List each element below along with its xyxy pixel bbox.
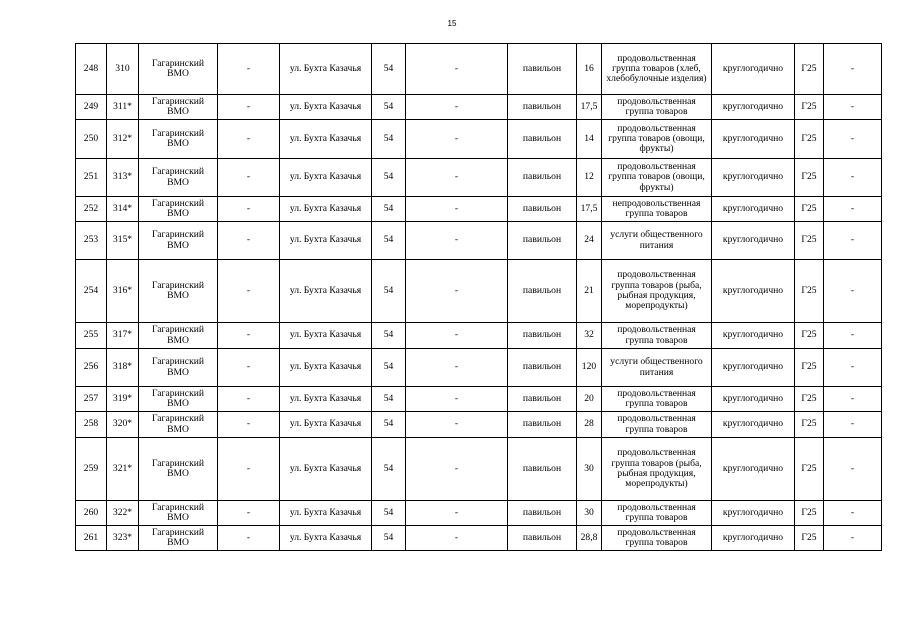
zone-code: Г25: [795, 159, 824, 197]
table-row: [76, 387, 882, 412]
row-number: 253: [76, 222, 107, 260]
empty-cell: -: [218, 120, 280, 159]
place-id: 311*: [107, 95, 139, 120]
place-id: 320*: [107, 412, 139, 438]
specialization: непродовольственная группа товаров: [602, 197, 712, 222]
empty-cell: -: [218, 222, 280, 260]
row-number: 254: [76, 260, 107, 323]
street-address: ул. Бухта Казачья: [280, 323, 372, 349]
table-row: [76, 438, 882, 501]
table-row: [76, 526, 882, 551]
district: Гагаринский ВМО: [139, 323, 218, 349]
empty-cell: -: [218, 438, 280, 501]
district: Гагаринский ВМО: [139, 222, 218, 260]
zone-code: Г25: [795, 412, 824, 438]
zone-code: Г25: [795, 438, 824, 501]
registry-table-body: [76, 44, 882, 551]
period: круглогодично: [712, 412, 795, 438]
specialization: продовольственная группа товаров: [602, 323, 712, 349]
place-id: 312*: [107, 120, 139, 159]
object-type: павильон: [508, 526, 577, 551]
place-id: 314*: [107, 197, 139, 222]
place-id: 323*: [107, 526, 139, 551]
area: 28,8: [577, 526, 602, 551]
object-type: павильон: [508, 44, 577, 95]
area: 28: [577, 412, 602, 438]
place-id: 321*: [107, 438, 139, 501]
object-type: павильон: [508, 349, 577, 387]
street-address: ул. Бухта Казачья: [280, 44, 372, 95]
specialization: продовольственная группа товаров: [602, 501, 712, 526]
row-number: 256: [76, 349, 107, 387]
specialization: продовольственная группа товаров (рыба, рыбная продукция, морепродукты): [602, 260, 712, 323]
street-address: ул. Бухта Казачья: [280, 159, 372, 197]
zone-code: Г25: [795, 95, 824, 120]
object-type: павильон: [508, 501, 577, 526]
district: Гагаринский ВМО: [139, 438, 218, 501]
street-address: ул. Бухта Казачья: [280, 260, 372, 323]
period: круглогодично: [712, 349, 795, 387]
empty-cell: -: [406, 526, 508, 551]
street-address: ул. Бухта Казачья: [280, 387, 372, 412]
specialization: продовольственная группа товаров: [602, 412, 712, 438]
specialization: услуги общественного питания: [602, 222, 712, 260]
house-number: 54: [372, 501, 406, 526]
house-number: 54: [372, 120, 406, 159]
empty-cell: -: [824, 526, 882, 551]
table-row: [76, 412, 882, 438]
empty-cell: -: [824, 438, 882, 501]
table-row: [76, 260, 882, 323]
place-id: 318*: [107, 349, 139, 387]
empty-cell: -: [218, 501, 280, 526]
area: 14: [577, 120, 602, 159]
table-row: [76, 222, 882, 260]
specialization: продовольственная группа товаров: [602, 387, 712, 412]
empty-cell: -: [406, 501, 508, 526]
empty-cell: -: [824, 349, 882, 387]
house-number: 54: [372, 526, 406, 551]
period: круглогодично: [712, 501, 795, 526]
house-number: 54: [372, 197, 406, 222]
period: круглогодично: [712, 120, 795, 159]
area: 120: [577, 349, 602, 387]
place-id: 310: [107, 44, 139, 95]
empty-cell: -: [218, 197, 280, 222]
object-type: павильон: [508, 120, 577, 159]
empty-cell: -: [406, 222, 508, 260]
row-number: 258: [76, 412, 107, 438]
area: 12: [577, 159, 602, 197]
empty-cell: -: [824, 222, 882, 260]
period: круглогодично: [712, 323, 795, 349]
place-id: 313*: [107, 159, 139, 197]
empty-cell: -: [406, 260, 508, 323]
empty-cell: -: [218, 159, 280, 197]
empty-cell: -: [406, 120, 508, 159]
empty-cell: -: [824, 120, 882, 159]
street-address: ул. Бухта Казачья: [280, 95, 372, 120]
period: круглогодично: [712, 222, 795, 260]
area: 32: [577, 323, 602, 349]
house-number: 54: [372, 44, 406, 95]
empty-cell: -: [406, 95, 508, 120]
object-type: павильон: [508, 197, 577, 222]
row-number: 257: [76, 387, 107, 412]
empty-cell: -: [824, 95, 882, 120]
row-number: 261: [76, 526, 107, 551]
house-number: 54: [372, 95, 406, 120]
street-address: ул. Бухта Казачья: [280, 526, 372, 551]
district: Гагаринский ВМО: [139, 159, 218, 197]
empty-cell: -: [218, 44, 280, 95]
district: Гагаринский ВМО: [139, 260, 218, 323]
area: 24: [577, 222, 602, 260]
empty-cell: -: [824, 159, 882, 197]
empty-cell: -: [218, 387, 280, 412]
empty-cell: -: [218, 412, 280, 438]
empty-cell: -: [406, 387, 508, 412]
table-row: [76, 197, 882, 222]
place-id: 319*: [107, 387, 139, 412]
empty-cell: -: [824, 260, 882, 323]
table-row: [76, 501, 882, 526]
specialization: продовольственная группа товаров (овощи, фрукты): [602, 120, 712, 159]
zone-code: Г25: [795, 526, 824, 551]
district: Гагаринский ВМО: [139, 349, 218, 387]
area: 30: [577, 438, 602, 501]
area: 17,5: [577, 197, 602, 222]
row-number: 251: [76, 159, 107, 197]
place-id: 316*: [107, 260, 139, 323]
specialization: продовольственная группа товаров (хлеб, хлебобулочные изделия): [602, 44, 712, 95]
table-row: [76, 44, 882, 95]
specialization: продовольственная группа товаров: [602, 526, 712, 551]
house-number: 54: [372, 438, 406, 501]
empty-cell: -: [406, 44, 508, 95]
street-address: ул. Бухта Казачья: [280, 501, 372, 526]
district: Гагаринский ВМО: [139, 387, 218, 412]
period: круглогодично: [712, 438, 795, 501]
empty-cell: -: [824, 412, 882, 438]
house-number: 54: [372, 260, 406, 323]
row-number: 252: [76, 197, 107, 222]
district: Гагаринский ВМО: [139, 501, 218, 526]
empty-cell: -: [824, 323, 882, 349]
district: Гагаринский ВМО: [139, 412, 218, 438]
empty-cell: -: [406, 159, 508, 197]
empty-cell: -: [218, 323, 280, 349]
house-number: 54: [372, 159, 406, 197]
house-number: 54: [372, 412, 406, 438]
area: 17,5: [577, 95, 602, 120]
table-row: [76, 349, 882, 387]
zone-code: Г25: [795, 323, 824, 349]
object-type: павильон: [508, 159, 577, 197]
specialization: продовольственная группа товаров: [602, 95, 712, 120]
street-address: ул. Бухта Казачья: [280, 412, 372, 438]
empty-cell: -: [218, 95, 280, 120]
area: 21: [577, 260, 602, 323]
area: 20: [577, 387, 602, 412]
period: круглогодично: [712, 526, 795, 551]
street-address: ул. Бухта Казачья: [280, 438, 372, 501]
empty-cell: -: [406, 323, 508, 349]
object-type: павильон: [508, 438, 577, 501]
house-number: 54: [372, 387, 406, 412]
place-id: 315*: [107, 222, 139, 260]
street-address: ул. Бухта Казачья: [280, 197, 372, 222]
empty-cell: -: [406, 412, 508, 438]
period: круглогодично: [712, 95, 795, 120]
registry-table: [75, 43, 882, 551]
row-number: 259: [76, 438, 107, 501]
table-row: [76, 323, 882, 349]
object-type: павильон: [508, 222, 577, 260]
table-row: [76, 120, 882, 159]
specialization: продовольственная группа товаров (овощи, фрукты): [602, 159, 712, 197]
zone-code: Г25: [795, 120, 824, 159]
object-type: павильон: [508, 260, 577, 323]
place-id: 317*: [107, 323, 139, 349]
empty-cell: -: [406, 349, 508, 387]
table-row: [76, 95, 882, 120]
zone-code: Г25: [795, 222, 824, 260]
specialization: продовольственная группа товаров (рыба, рыбная продукция, морепродукты): [602, 438, 712, 501]
zone-code: Г25: [795, 44, 824, 95]
street-address: ул. Бухта Казачья: [280, 120, 372, 159]
empty-cell: -: [824, 44, 882, 95]
empty-cell: -: [824, 197, 882, 222]
period: круглогодично: [712, 44, 795, 95]
period: круглогодично: [712, 260, 795, 323]
district: Гагаринский ВМО: [139, 44, 218, 95]
period: круглогодично: [712, 197, 795, 222]
row-number: 249: [76, 95, 107, 120]
district: Гагаринский ВМО: [139, 120, 218, 159]
object-type: павильон: [508, 323, 577, 349]
district: Гагаринский ВМО: [139, 197, 218, 222]
place-id: 322*: [107, 501, 139, 526]
row-number: 260: [76, 501, 107, 526]
empty-cell: -: [218, 349, 280, 387]
zone-code: Г25: [795, 501, 824, 526]
zone-code: Г25: [795, 387, 824, 412]
row-number: 250: [76, 120, 107, 159]
empty-cell: -: [218, 526, 280, 551]
page-number: 15: [447, 19, 457, 28]
zone-code: Г25: [795, 260, 824, 323]
area: 30: [577, 501, 602, 526]
house-number: 54: [372, 349, 406, 387]
empty-cell: -: [824, 387, 882, 412]
house-number: 54: [372, 222, 406, 260]
specialization: услуги общественного питания: [602, 349, 712, 387]
period: круглогодично: [712, 387, 795, 412]
empty-cell: -: [406, 438, 508, 501]
zone-code: Г25: [795, 349, 824, 387]
area: 16: [577, 44, 602, 95]
empty-cell: -: [824, 501, 882, 526]
zone-code: Г25: [795, 197, 824, 222]
empty-cell: -: [406, 197, 508, 222]
object-type: павильон: [508, 387, 577, 412]
house-number: 54: [372, 323, 406, 349]
period: круглогодично: [712, 159, 795, 197]
street-address: ул. Бухта Казачья: [280, 222, 372, 260]
row-number: 248: [76, 44, 107, 95]
table-row: [76, 159, 882, 197]
row-number: 255: [76, 323, 107, 349]
empty-cell: -: [218, 260, 280, 323]
object-type: павильон: [508, 95, 577, 120]
district: Гагаринский ВМО: [139, 526, 218, 551]
object-type: павильон: [508, 412, 577, 438]
district: Гагаринский ВМО: [139, 95, 218, 120]
street-address: ул. Бухта Казачья: [280, 349, 372, 387]
